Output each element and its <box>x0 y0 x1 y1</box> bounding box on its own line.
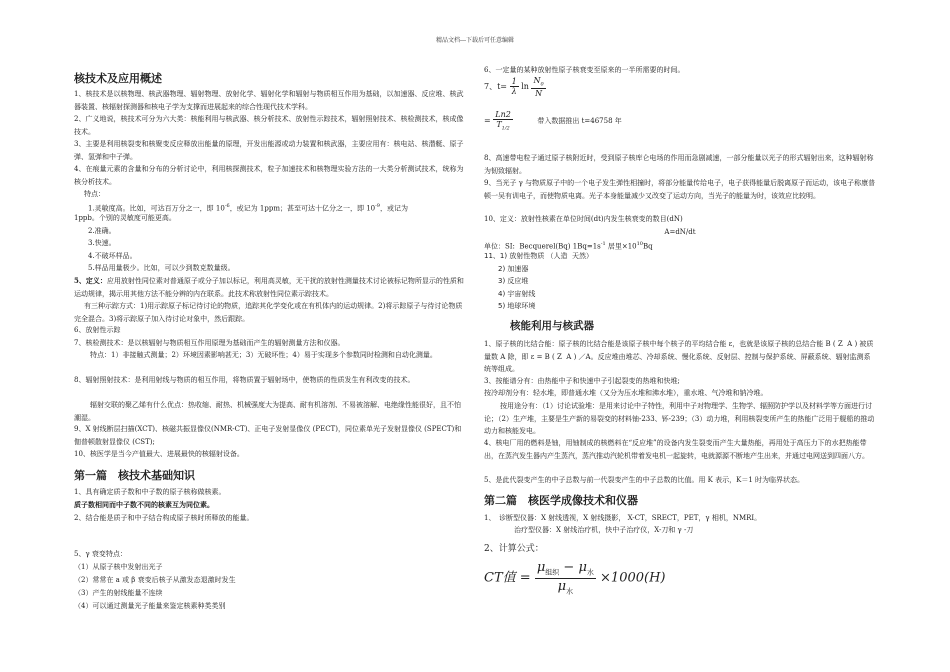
gamma-decay-4: （4）可以通过测量光子能量来鉴定核素种类类别 <box>74 602 226 610</box>
chapter-1-item-1b: 质子数相同而中子数不同的核素互为同位素。 <box>74 500 214 509</box>
binding-energy: 1、原子核的比结合能：原子核的比结合能是该原子核中每个核子的平均结合能 ε，也就是该原子核的总结合能 B ( Z A ) 被质量数 A 除，即 ε = B ( Z A ) ／A。反应堆由堆芯、冷却系统、慢化系统、反射层、控制与保护系统、屏蔽系统、辐射监测系统等组成。 <box>484 340 874 373</box>
para-2: 2、广义地说，核技术可分为六大类：核能利用与核武器、核分析技术、放射性示踪技术，辐射照射技术、核检测技术，核成像技术。 <box>74 115 464 136</box>
ct-value-formula: CT值 = $\frac{\mu_{组织} - \mu_水}{\mu_水}$ ×1000(H) <box>484 560 666 596</box>
reactor-types-usage: 按用途分有：（1）讨论试验堆：是用来讨论中子特性，利用中子对物理学、生物学、辐照防护学以及材料学等方面进行讨论；（2）生产堆，主要是生产新的易裂变的材料铀-233、钚-239；（3）动力堆，利用核裂变所产生的热能广泛用于舰船的推动动力和核能发电。 <box>484 402 875 435</box>
para-4-item-1: 1.灵敏度高。比如，可达百万分之一，即 $10^{-6}$，或记为 1ppm；甚至可达十亿分之一，即 $10^{-9}$，或记为 <box>88 203 408 213</box>
section-title-nuclear-energy: 核能利用与核武器 <box>510 320 594 332</box>
gamma-decay-2: （2）常常在 a 或 β 衰变后核子从激发态退激时发生 <box>74 576 236 584</box>
para-1: 1、核技术是以核物理、核武器物理、辐射物理、放射化学、辐射化学和辐射与物质相互作用为基础，以加速器、反应堆、核武器装置、核辐射探测器和核电子学为支撑而进展起来的综合性现代技术学科。 <box>74 90 464 111</box>
chapter-1-title: 第一篇 核技术基础知识 <box>74 469 195 482</box>
radiation-source-3: 3) 反应堆 <box>498 277 529 285</box>
activity-unit: 单位：SI: Becquerel(Bq) $1Bq=1s^{-1}$ 居里$\times 10^{10}Bq$ <box>484 241 653 251</box>
radiation-source-4: 4) 宇宙射线 <box>498 290 536 298</box>
chapter-1-item-2: 2、结合能是质子和中子结合构成原子核时所释放的能量。 <box>74 514 254 522</box>
activity-definition: 10、定义：放射性核素在单位时间(dt)内发生核衰变的数目(dN) <box>484 215 683 223</box>
para-4-features-label: 特点： <box>84 190 105 198</box>
para-4: 4、在痕量元素的含量和分布的分析讨论中，利用核探测技术，粒子加速技术和核物理实验方法的一大类分析测试技术，统称为核分析技术。 <box>74 165 464 186</box>
para-9: 9、X 射线断层扫描(XCT)、核磁共振显像仪(NMR-CT)、正电子发射显像仪 (PECT)，同位素单光子发射显像仪 (SPECT)和伽普顿散射显像仪 (CST); <box>74 425 462 446</box>
para-6: 6、放射性示踪 <box>74 326 121 334</box>
para-8: 8、辐射照射技术：是利用射线与物质的相互作用，将物质置于辐射场中，使物质的性质发生有利改变的技术。 <box>74 376 415 384</box>
half-life-definition: 6、一定量的某种放射性原子核衰变至原来的一半所需要的时间。 <box>484 66 685 74</box>
therapeutic-instruments: 治疗型仪器：X 射线治疗机，快中子治疗仪，X-刀和 γ -刀 <box>514 526 694 534</box>
para-5: 5、定义：应用放射性同位素对普通原子或分子加以标记，利用高灵敏，无干扰的放射性测量技术讨论被标记物所显示的性质和运动规律，揭示用其他方法不能分辨的内在联系。此技术称放射性同位素示踪技术。 <box>74 276 464 298</box>
radiation-source-2: 2) 加速器 <box>498 265 529 273</box>
diagnostic-instruments: 1、 诊断型仪器：X 射线透视，X 射线摄影， X-CT，SRECT，PET，γ 相机，NMRI。 <box>484 514 762 522</box>
half-life-formula: 7、t= $\frac{1}{\lambda}$ ln $\frac{N_0}{N}$ <box>484 76 544 98</box>
radiation-source-5: 5) 地球环境 <box>498 302 536 310</box>
activity-formula: A=dN/dt <box>664 228 696 236</box>
para-4-item-2: 2.准确。 <box>88 227 116 235</box>
gamma-decay-title: 5、γ 衰变特点： <box>74 550 127 558</box>
radiation-source-1: 11、1) 放射性物质 （人造 天然） <box>484 252 593 260</box>
half-life-result: = $\frac{Ln2}{T_{1/2}}$ 带入数据推出 t=46758 年 <box>484 110 622 132</box>
para-4-item-4: 4.不破坏样品。 <box>88 252 137 260</box>
gamma-decay-3: （3）产生的射线能量不连续 <box>74 589 163 597</box>
gamma-decay-1: （1）从原子核中发射出光子 <box>74 563 163 571</box>
page-header: 精品文档---下载后可任意编辑 <box>435 37 515 44</box>
doc-title: 核技术及应用概述 <box>74 72 162 85</box>
para-3: 3、主要是利用核裂变和核聚变反应释放出能量的原理，开发出能源或动力装置和核武器，主要应用有：核电站、核潜艇、原子弹、氢弹和中子弹。 <box>74 140 464 161</box>
compton-effect: 9、当光子 γ 与物质原子中的一个电子发生弹性相撞时，将部分能量传给电子，电子获得能量后脱离原子而运动，该电子称康普顿一吴有训电子，而使物质电离。光子本身能量减少又改变了运动方向，当光子的能量为时，该效应比较明。 <box>484 179 876 200</box>
para-8b: 辐射交联的聚乙烯有什么优点：热收缩、耐热、机械强度大为提高、耐有机溶剂、不易被溶解、电绝缘性能很好，且不怕潮湿。 <box>74 401 461 422</box>
multiplication-factor: 5、是此代裂变产生的中子总数与前一代裂变产生的中子总数的比值。用 K 表示，K＝1 时为临界状态。 <box>484 476 805 484</box>
para-4-item-1-cont: 1ppb。个别的灵敏度可能更高。 <box>74 214 176 222</box>
reactor-types-coolant: 按冷却剂分有：轻水堆，即普通水堆（又分为压水堆和沸水堆），重水堆、气冷堆和钠冷堆。 <box>484 389 768 397</box>
para-5b: 有三种示踪方式：1)用示踪原子标记待讨论的物质，追踪其化学变化或在有机体内的运动规律。2)将示踪原子与待讨论物质完全混合。3)将示踪原子加入待讨论对象中，然后跟踪。 <box>74 302 463 323</box>
formula-label: 2、计算公式： <box>484 544 544 554</box>
chapter-1-item-1: 1、具有确定质子数和中子数的原子核称做核素。 <box>74 488 226 496</box>
para-10: 10、核医学是当今产值最大、进展最快的核辐射设备。 <box>74 450 244 458</box>
para-7: 7、核检测技术：是以核辐射与物质相互作用原理为基础而产生的辐射测量方法和仪器。 <box>74 339 345 347</box>
reactor-types-spectrum: 3、按能谱分有：由热能中子和快速中子引起裂变的热堆和快堆; <box>484 377 680 385</box>
para-4-item-3: 3.快速。 <box>88 239 116 247</box>
para-4-item-5: 5.样品用量极少。比如，可以少到数克数量级。 <box>88 264 235 272</box>
bremsstrahlung-definition: 8、高速带电粒子通过原子核附近时，受到原子核库仑电场的作用而急剧减速，一部分能量以光子的形式辐射出来，这种辐射称为韧致辐射。 <box>484 154 874 175</box>
chapter-2-title: 第二篇 核医学成像技术和仪器 <box>484 494 638 507</box>
para-7b: 特点：1）非接触式测量；2）环境因素影响甚无；3）无破坏性；4）易于实现多个参数同时检测和自动化测量。 <box>90 351 437 359</box>
nuclear-power-plant: 4、核电厂用的燃料是铀，用铀制成的核燃料在“反应堆”的设备内发生裂变而产生大量热能，再用处于高压力下的水把热能带出，在蒸汽发生器内产生蒸汽，蒸汽推动汽轮机带着发电机一起旋转，电就源源不断地产生出来，并通过电网送到四面八方。 <box>484 439 869 460</box>
